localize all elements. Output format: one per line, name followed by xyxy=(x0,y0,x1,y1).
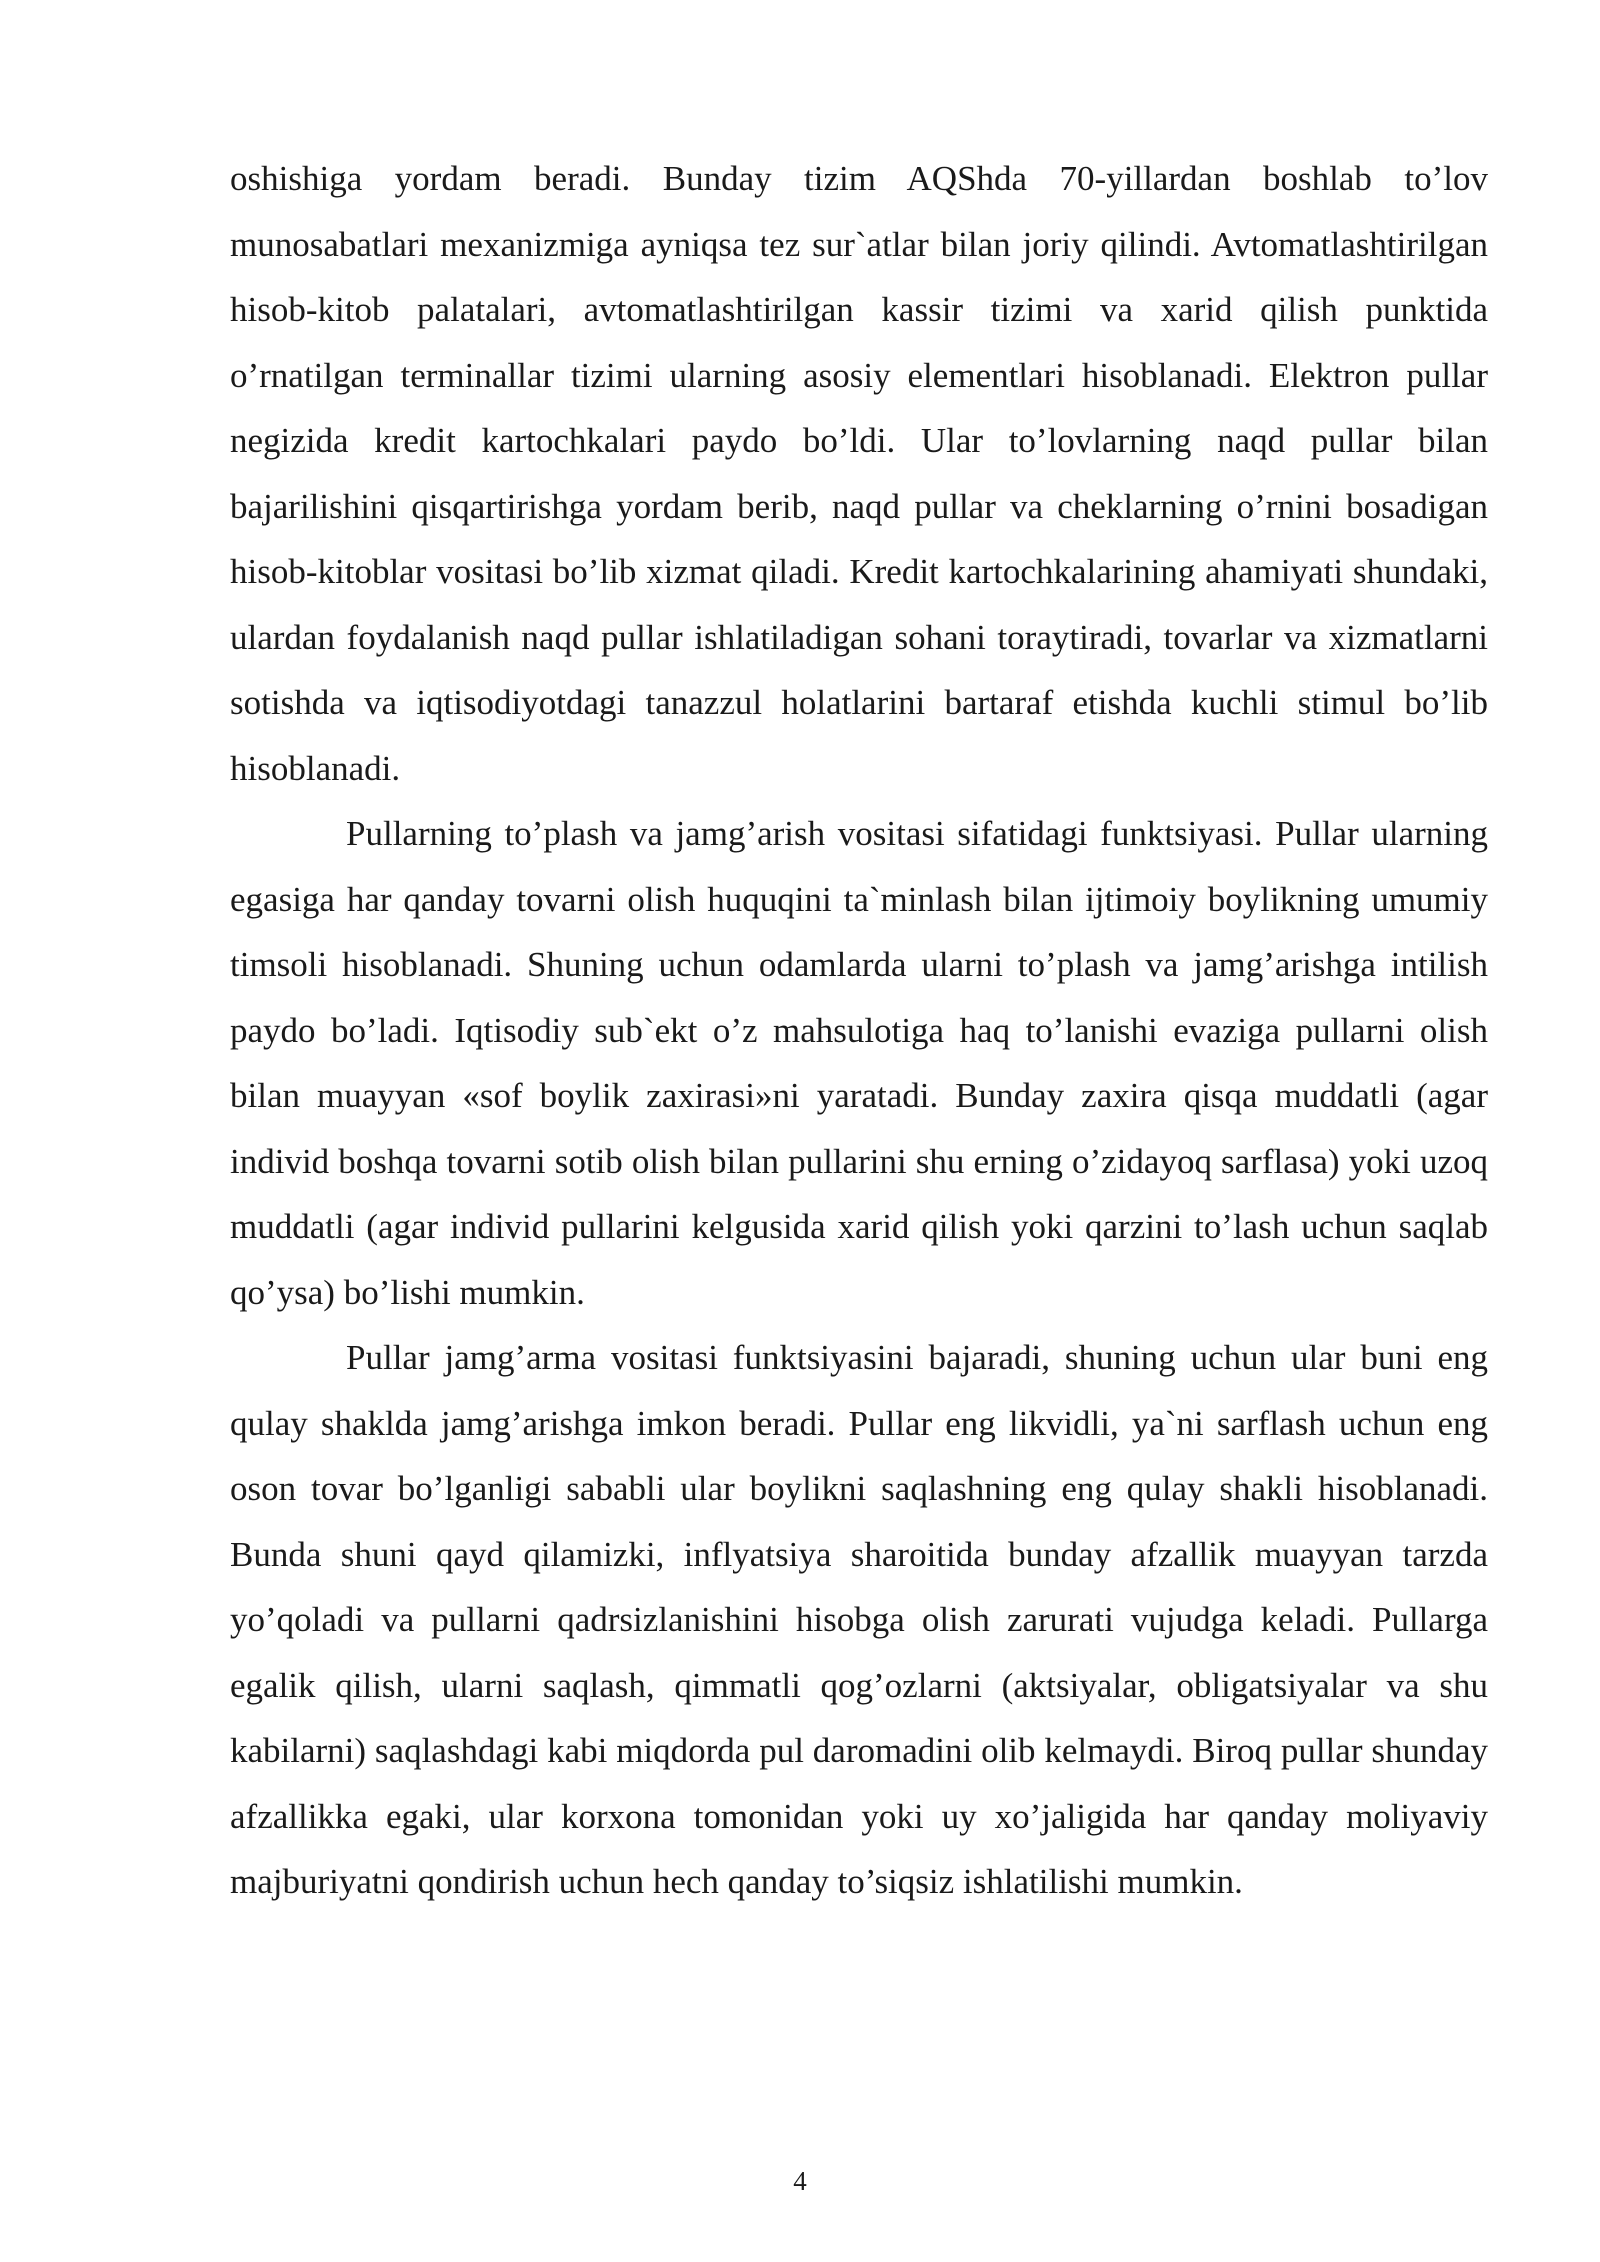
page-number: 4 xyxy=(793,2166,807,2196)
paragraph-1: oshishiga yordam beradi. Bunday tizim AQShda 70-yillardan boshlab to’lov munosabatlari mexanizmiga ayniqsa tez sur`atlar bilan joriy qilindi. Avtomatlashtirilgan hisob-kitob palatalari, avtomatlashtirilgan kassir tizimi va xarid qilish punktida o’rnatilgan terminallar tizimi ularning asosiy elementlari hisoblanadi. Elektron pullar negizida kredit kartochkalari paydo bo’ldi. Ular to’lovlarning naqd pullar bilan bajarilishini qisqartirishga yordam berib, naqd pullar va cheklarning o’rnini bosadigan hisob-kitoblar vositasi bo’lib xizmat qiladi. Kredit kartochkalarining ahamiyati shundaki, ulardan foydalanish naqd pullar ishlatiladigan sohani toraytiradi, tovarlar va xizmatlarni sotishda va iqtisodiyotdagi tanazzul holatlarini bartaraf etishda kuchli stimul bo’lib hisoblanadi. xyxy=(230,159,1488,788)
paragraph-3: Pullar jamg’arma vositasi funktsiyasini bajaradi, shuning uchun ular buni eng qulay shaklda jamg’arishga imkon beradi. Pullar eng likvidli, ya`ni sarflash uchun eng oson tovar bo’lganligi sababli ular boylikni saqlashning eng qulay shakli hisoblanadi. Bunda shuni qayd qilamizki, inflyatsiya sharoitida bunday afzallik muayyan tarzda yo’qoladi va pullarni qadrsizlanishini hisobga olish zarurati vujudga keladi. Pullarga egalik qilish, ularni saqlash, qimmatli qog’ozlarni (aktsiyalar, obligatsiyalar va shu kabilarni) saqlashdagi kabi miqdorda pul daromadini olib kelmaydi. Biroq pullar shunday afzallikka egaki, ular korxona tomonidan yoki uy xo’jaligida har qanday moliyaviy majburiyatni qondirish uchun hech qanday to’siqsiz ishlatilishi mumkin. xyxy=(230,1338,1488,1901)
document-body xyxy=(230,146,1488,1915)
paragraph-2: Pullarning to’plash va jamg’arish vositasi sifatidagi funktsiyasi. Pullar ularning egasiga har qanday tovarni olish huquqini ta`minlash bilan ijtimoiy boylikning umumiy timsoli hisoblanadi. Shuning uchun odamlarda ularni to’plash va jamg’arishga intilish paydo bo’ladi. Iqtisodiy sub`ekt o’z mahsulotiga haq to’lanishi evaziga pullarni olish bilan muayyan «sof boylik zaxirasi»ni yaratadi. Bunday zaxira qisqa muddatli (agar individ boshqa tovarni sotib olish bilan pullarini shu erning o’zidayoq sarflasa) yoki uzoq muddatli (agar individ pullarini kelgusida xarid qilish yoki qarzini to’lash uchun saqlab qo’ysa) bo’lishi mumkin. xyxy=(230,814,1488,1312)
